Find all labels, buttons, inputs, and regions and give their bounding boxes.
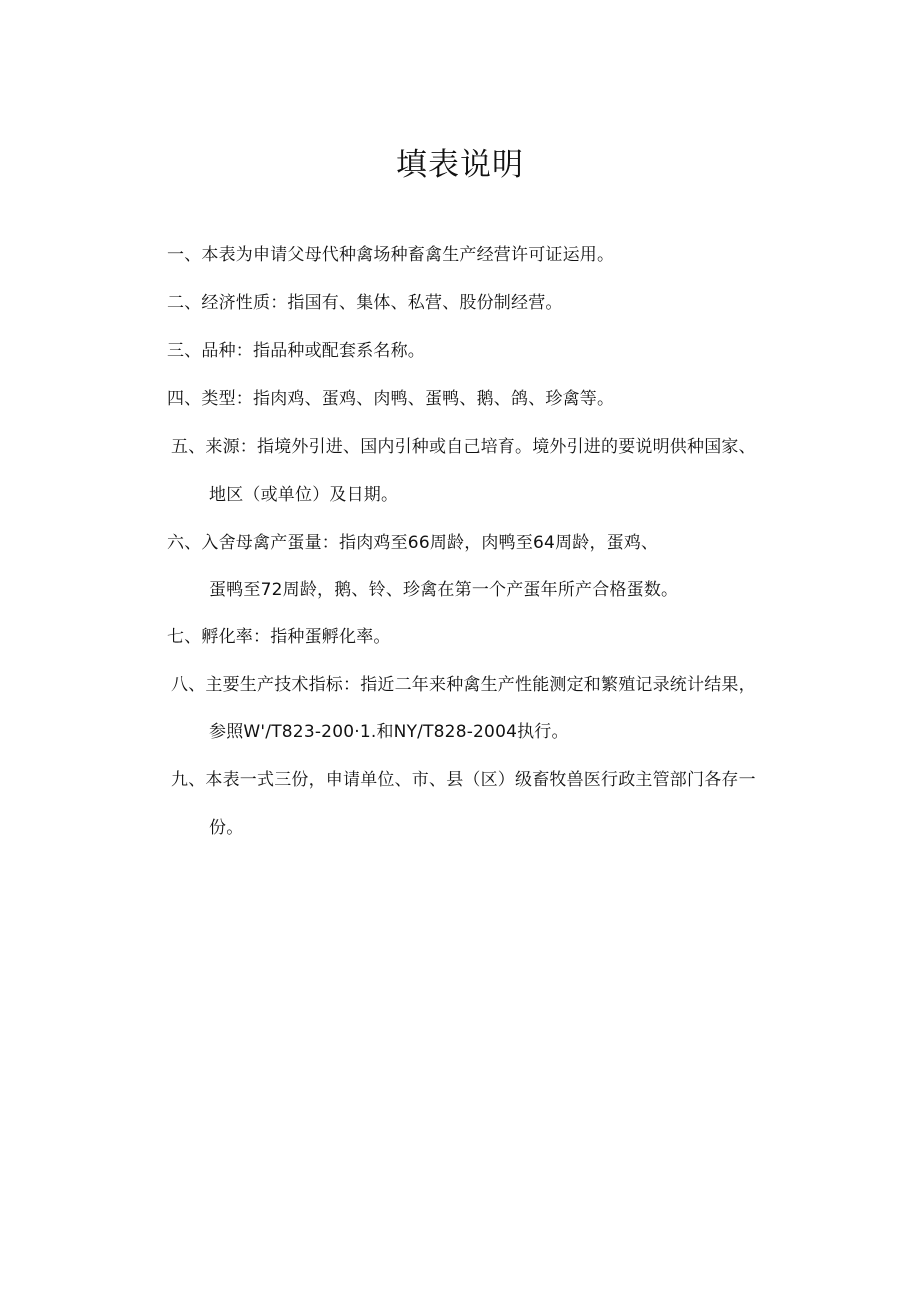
instruction-line-7: 七、孵化率：指种蛋孵化率。 (167, 627, 391, 647)
page-title: 填表说明 (396, 147, 524, 183)
instruction-line-5-continued: 地区（或单位）及日期。 (209, 485, 399, 505)
instruction-line-1: 一、本表为申请父母代种禽场种畜禽生产经营许可证运用。 (167, 245, 615, 265)
instruction-line-6-continued: 蛋鸭至72周龄，鹅、铃、珍禽在第一个产蛋年所产合格蛋数。 (209, 580, 679, 600)
instruction-line-8: 八、主要生产技术指标：指近二年来种禽生产性能测定和繁殖记录统计结果， (171, 675, 756, 695)
instruction-line-3: 三、品种：指品种或配套系名称。 (167, 341, 425, 361)
instruction-line-9: 九、本表一式三份，申请单位、市、县（区）级畜牧兽医行政主管部门各存一 (171, 770, 756, 790)
instruction-line-9-continued: 份。 (209, 818, 244, 838)
instruction-line-4: 四、类型：指肉鸡、蛋鸡、肉鸭、蛋鸭、鹅、鸽、珍禽等。 (167, 389, 615, 409)
instruction-line-5: 五、来源：指境外引进、国内引种或自己培育。境外引进的要说明供种国家、 (171, 437, 756, 457)
instruction-line-2: 二、经济性质：指国有、集体、私营、股份制经营。 (167, 293, 563, 313)
instruction-line-8-continued: 参照W'/T823-200·1.和NY/T828-2004执行。 (209, 722, 569, 742)
instruction-line-6: 六、入舍母禽产蛋量：指肉鸡至66周龄，肉鸭至64周龄，蛋鸡、 (167, 533, 659, 553)
